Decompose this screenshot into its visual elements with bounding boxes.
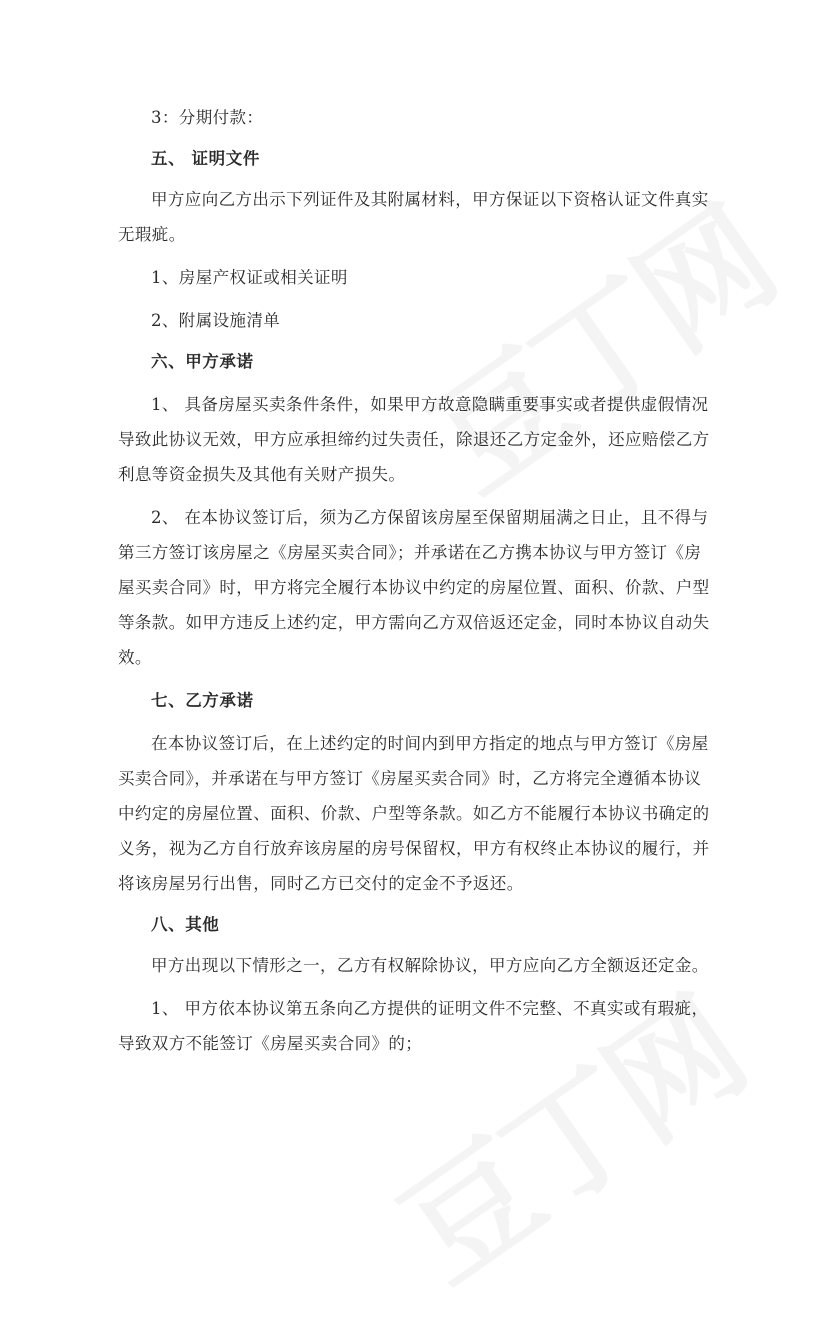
list-item: 2、附属设施清单 — [151, 311, 281, 330]
paragraph: 甲方应向乙方出示下列证件及其附属材料，甲方保证以下资格认证文件真实无瑕疵。 — [118, 190, 709, 244]
list-item: 1、 甲方依本协议第五条向乙方提供的证明文件不完整、不真实或有瑕疵，导致双方不能签订《房屋买卖合同》的； — [118, 999, 709, 1053]
document-body — [118, 100, 710, 1069]
list-item: 2、 在本协议签订后，须为乙方保留该房屋至保留期届满之日止，且不得与第三方签订该房屋之《房屋买卖合同》；并承诺在乙方携本协议与甲方签订《房屋买卖合同》时，甲方将完全履行本协议中约定的房屋位置、面积、价款、户型等条款。如甲方违反上述约定，甲方需向乙方双倍返还定金，同时本协议自动失效。 — [118, 508, 710, 667]
section-heading-5: 五、 证明文件 — [151, 149, 260, 168]
payment-installment-line: 3：分期付款： — [151, 108, 264, 127]
list-item: 1、 具备房屋买卖条件条件，如果甲方故意隐瞒重要事实或者提供虚假情况导致此协议无效，甲方应承担缔约过失责任，除退还乙方定金外，还应赔偿乙方利息等资金损失及其他有关财产损失。 — [118, 395, 710, 484]
section-heading-8: 八、其他 — [151, 915, 220, 934]
list-item: 1、房屋产权证或相关证明 — [151, 268, 348, 287]
section-heading-6: 六、甲方承诺 — [151, 352, 254, 371]
paragraph: 甲方出现以下情形之一，乙方有权解除协议，甲方应向乙方全额返还定金。 — [151, 956, 709, 975]
paragraph: 在本协议签订后，在上述约定的时间内到甲方指定的地点与甲方签订《房屋买卖合同》，并承诺在与甲方签订《房屋买卖合同》时，乙方将完全遵循本协议中约定的房屋位置、面积、价款、户型等条款。如乙方不能履行本协议书确定的义务，视为乙方自行放弃该房屋的房号保留权，甲方有权终止本协议的履行，并将该房屋另行出售，同时乙方已交付的定金不予返还。 — [118, 734, 710, 893]
section-heading-7: 七、乙方承诺 — [151, 691, 254, 710]
